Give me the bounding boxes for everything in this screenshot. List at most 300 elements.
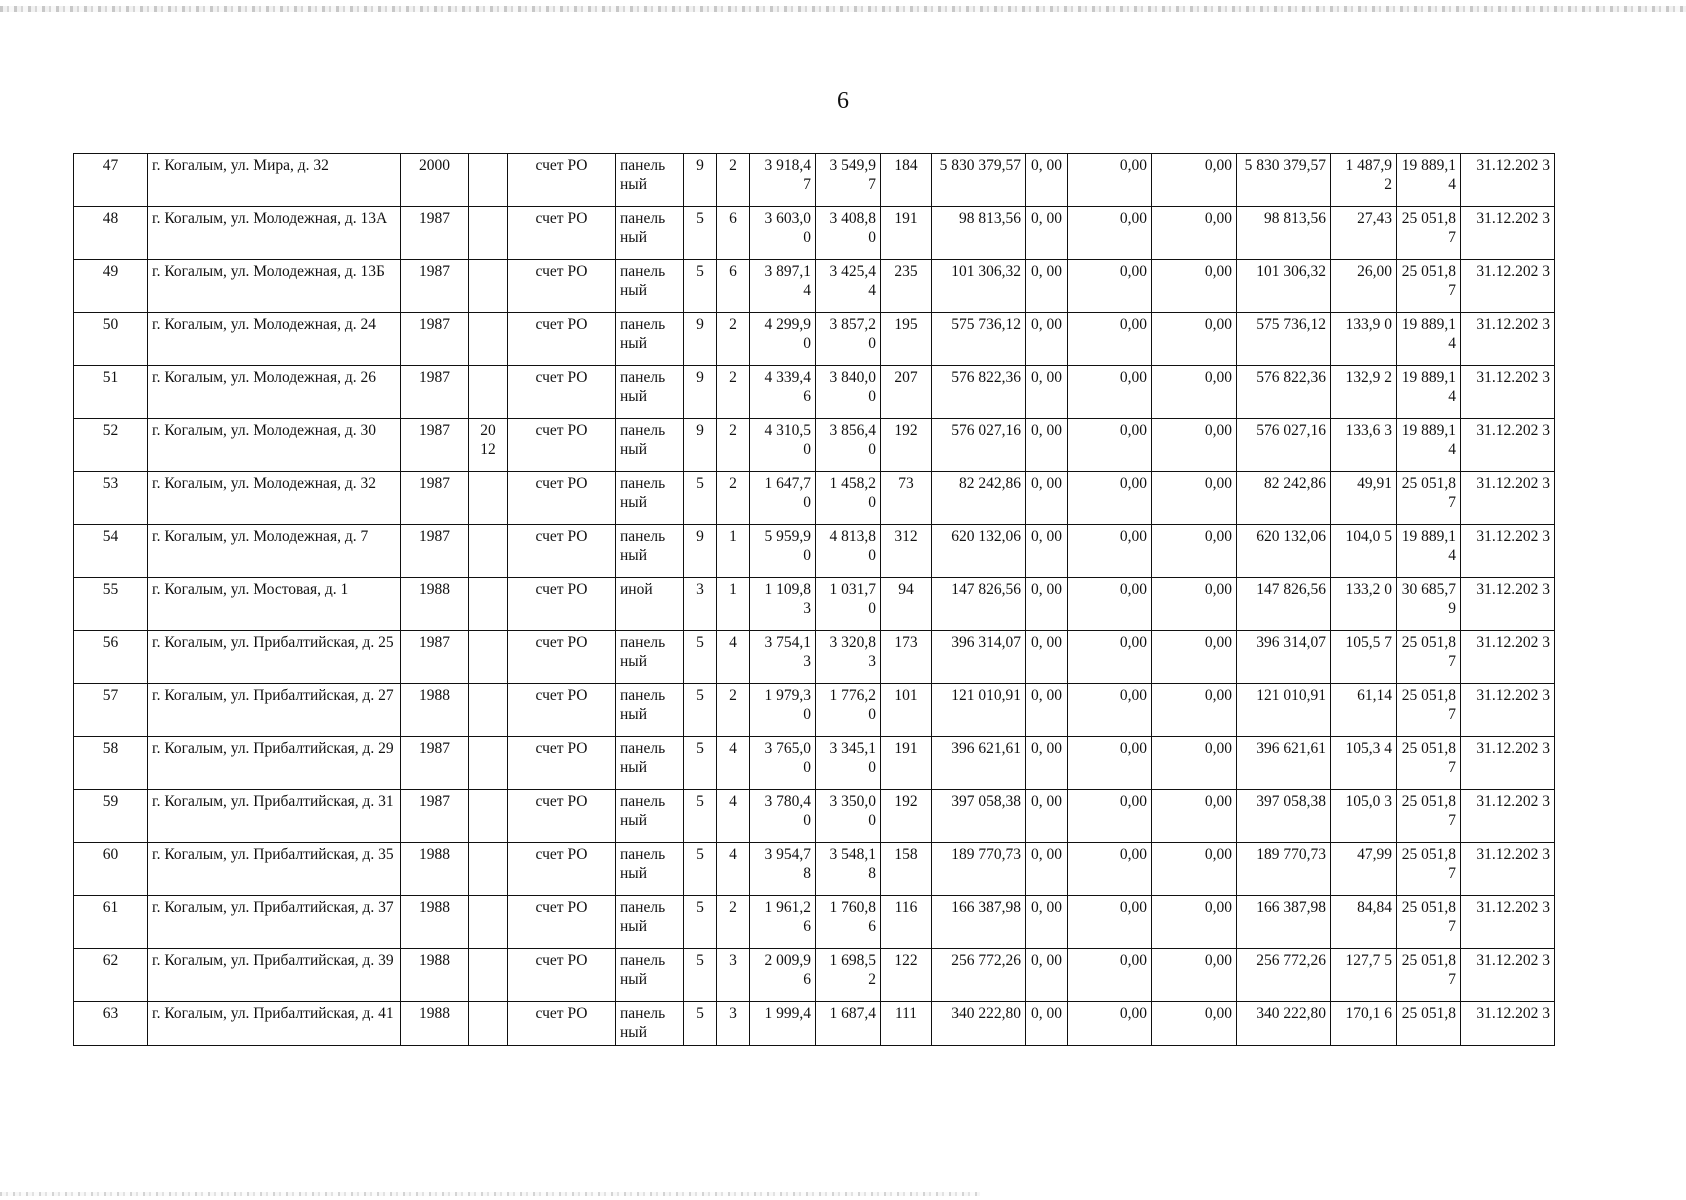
cell-wall: иной [616,578,684,631]
cell-c1: 0, 00 [1026,578,1068,631]
cell-floors: 5 [684,896,717,949]
cell-year2 [469,737,508,790]
cell-per-m2: 1 487,9 2 [1331,154,1397,207]
cell-num: 51 [74,366,148,419]
cell-c2: 0,00 [1068,525,1152,578]
cell-deadline: 31.12.202 3 [1461,631,1555,684]
cell-c2: 0,00 [1068,737,1152,790]
page-number: 6 [837,88,849,114]
cell-cost: 620 132,06 [932,525,1026,578]
cell-area-living: 3 345,1 0 [816,737,881,790]
cell-year: 1987 [401,525,469,578]
cell-c3: 0,00 [1152,578,1237,631]
cell-limit: 25 051,8 7 [1397,260,1461,313]
cell-c3: 0,00 [1152,790,1237,843]
cell-fund: счет РО [508,260,616,313]
cell-limit: 25 051,8 [1397,1002,1461,1046]
cell-c2: 0,00 [1068,207,1152,260]
cell-limit: 19 889,1 4 [1397,313,1461,366]
cell-deadline: 31.12.202 3 [1461,790,1555,843]
cell-area-total: 3 918,4 7 [750,154,816,207]
cell-entrances: 3 [717,949,750,1002]
cell-residents: 192 [881,419,932,472]
cell-year2 [469,260,508,313]
cell-fund: счет РО [508,684,616,737]
cell-c1: 0, 00 [1026,366,1068,419]
cell-floors: 5 [684,631,717,684]
cell-residents: 207 [881,366,932,419]
table-row [74,154,1555,207]
cell-c2: 0,00 [1068,313,1152,366]
cell-address: г. Когалым, ул. Прибалтийская, д. 25 [148,631,401,684]
cell-fund: счет РО [508,790,616,843]
cell-limit: 30 685,7 9 [1397,578,1461,631]
cell-c1: 0, 00 [1026,896,1068,949]
cell-limit: 25 051,8 7 [1397,472,1461,525]
cell-year: 1988 [401,843,469,896]
cell-entrances: 1 [717,525,750,578]
cell-year: 2000 [401,154,469,207]
cell-residents: 191 [881,737,932,790]
housing-registry-table [73,153,1555,1046]
cell-entrances: 3 [717,1002,750,1046]
cell-entrances: 4 [717,631,750,684]
table-row [74,260,1555,313]
cell-c2: 0,00 [1068,472,1152,525]
cell-address: г. Когалым, ул. Прибалтийская, д. 37 [148,896,401,949]
cell-area-total: 4 339,4 6 [750,366,816,419]
table-row [74,737,1555,790]
cell-wall: панель ный [616,154,684,207]
cell-wall: панель ный [616,472,684,525]
cell-floors: 5 [684,207,717,260]
cell-deadline: 31.12.202 3 [1461,578,1555,631]
cell-c3: 0,00 [1152,631,1237,684]
cell-year: 1987 [401,313,469,366]
cell-num: 49 [74,260,148,313]
scan-noise-bottom [0,1192,980,1196]
cell-year: 1988 [401,578,469,631]
cell-residents: 94 [881,578,932,631]
cell-c3: 0,00 [1152,207,1237,260]
table-row [74,419,1555,472]
cell-num: 55 [74,578,148,631]
cell-limit: 25 051,8 7 [1397,631,1461,684]
cell-address: г. Когалым, ул. Прибалтийская, д. 27 [148,684,401,737]
cell-year2 [469,525,508,578]
cell-address: г. Когалым, ул. Молодежная, д. 13Б [148,260,401,313]
cell-c4: 101 306,32 [1237,260,1331,313]
cell-c4: 620 132,06 [1237,525,1331,578]
cell-area-total: 1 979,3 0 [750,684,816,737]
table-row [74,1002,1555,1046]
cell-cost: 101 306,32 [932,260,1026,313]
cell-c3: 0,00 [1152,313,1237,366]
cell-per-m2: 84,84 [1331,896,1397,949]
cell-entrances: 2 [717,472,750,525]
cell-wall: панель ный [616,843,684,896]
table-row [74,207,1555,260]
cell-area-total: 3 754,1 3 [750,631,816,684]
cell-address: г. Когалым, ул. Молодежная, д. 26 [148,366,401,419]
cell-year: 1987 [401,472,469,525]
cell-c1: 0, 00 [1026,737,1068,790]
cell-c4: 575 736,12 [1237,313,1331,366]
cell-cost: 396 314,07 [932,631,1026,684]
cell-c1: 0, 00 [1026,843,1068,896]
cell-entrances: 4 [717,790,750,843]
cell-year2 [469,578,508,631]
cell-address: г. Когалым, ул. Молодежная, д. 30 [148,419,401,472]
cell-num: 63 [74,1002,148,1046]
cell-year: 1987 [401,737,469,790]
cell-c4: 396 314,07 [1237,631,1331,684]
cell-deadline: 31.12.202 3 [1461,260,1555,313]
cell-num: 53 [74,472,148,525]
cell-area-living: 1 687,4 [816,1002,881,1046]
cell-fund: счет РО [508,578,616,631]
cell-c1: 0, 00 [1026,684,1068,737]
cell-fund: счет РО [508,472,616,525]
cell-floors: 5 [684,790,717,843]
cell-num: 50 [74,313,148,366]
cell-per-m2: 47,99 [1331,843,1397,896]
cell-area-total: 1 999,4 [750,1002,816,1046]
cell-limit: 19 889,1 4 [1397,419,1461,472]
cell-limit: 25 051,8 7 [1397,737,1461,790]
cell-year: 1987 [401,631,469,684]
cell-c3: 0,00 [1152,260,1237,313]
cell-per-m2: 49,91 [1331,472,1397,525]
cell-limit: 25 051,8 7 [1397,790,1461,843]
cell-num: 58 [74,737,148,790]
cell-c3: 0,00 [1152,419,1237,472]
table-row [74,578,1555,631]
cell-deadline: 31.12.202 3 [1461,207,1555,260]
cell-per-m2: 104,0 5 [1331,525,1397,578]
cell-deadline: 31.12.202 3 [1461,1002,1555,1046]
cell-residents: 73 [881,472,932,525]
cell-floors: 5 [684,843,717,896]
cell-per-m2: 127,7 5 [1331,949,1397,1002]
cell-c1: 0, 00 [1026,154,1068,207]
cell-c4: 189 770,73 [1237,843,1331,896]
cell-year2 [469,631,508,684]
table-row [74,313,1555,366]
cell-year2 [469,896,508,949]
cell-residents: 111 [881,1002,932,1046]
cell-residents: 235 [881,260,932,313]
cell-c4: 576 822,36 [1237,366,1331,419]
cell-residents: 191 [881,207,932,260]
cell-wall: панель ный [616,949,684,1002]
cell-address: г. Когалым, ул. Мостовая, д. 1 [148,578,401,631]
cell-floors: 5 [684,472,717,525]
cell-address: г. Когалым, ул. Молодежная, д. 32 [148,472,401,525]
cell-num: 56 [74,631,148,684]
cell-year: 1988 [401,1002,469,1046]
cell-wall: панель ный [616,419,684,472]
cell-wall: панель ный [616,737,684,790]
cell-area-total: 5 959,9 0 [750,525,816,578]
cell-year2 [469,684,508,737]
cell-fund: счет РО [508,1002,616,1046]
cell-floors: 9 [684,366,717,419]
cell-per-m2: 133,2 0 [1331,578,1397,631]
cell-area-living: 1 031,7 0 [816,578,881,631]
cell-entrances: 4 [717,737,750,790]
cell-c1: 0, 00 [1026,631,1068,684]
cell-wall: панель ный [616,631,684,684]
cell-area-living: 3 549,9 7 [816,154,881,207]
cell-wall: панель ный [616,366,684,419]
cell-c3: 0,00 [1152,843,1237,896]
cell-c3: 0,00 [1152,684,1237,737]
cell-per-m2: 26,00 [1331,260,1397,313]
cell-per-m2: 133,9 0 [1331,313,1397,366]
cell-wall: панель ный [616,313,684,366]
table-row [74,525,1555,578]
cell-residents: 195 [881,313,932,366]
cell-limit: 25 051,8 7 [1397,896,1461,949]
cell-area-living: 3 350,0 0 [816,790,881,843]
cell-cost: 397 058,38 [932,790,1026,843]
cell-area-living: 3 856,4 0 [816,419,881,472]
cell-cost: 166 387,98 [932,896,1026,949]
cell-c4: 396 621,61 [1237,737,1331,790]
cell-num: 54 [74,525,148,578]
cell-year: 1987 [401,419,469,472]
cell-c4: 256 772,26 [1237,949,1331,1002]
cell-entrances: 4 [717,843,750,896]
cell-c3: 0,00 [1152,737,1237,790]
cell-per-m2: 105,0 3 [1331,790,1397,843]
cell-deadline: 31.12.202 3 [1461,949,1555,1002]
cell-c3: 0,00 [1152,154,1237,207]
cell-cost: 340 222,80 [932,1002,1026,1046]
cell-cost: 576 027,16 [932,419,1026,472]
cell-residents: 158 [881,843,932,896]
cell-c2: 0,00 [1068,790,1152,843]
cell-deadline: 31.12.202 3 [1461,472,1555,525]
cell-limit: 25 051,8 7 [1397,949,1461,1002]
cell-wall: панель ный [616,1002,684,1046]
cell-fund: счет РО [508,419,616,472]
cell-wall: панель ный [616,260,684,313]
cell-c3: 0,00 [1152,366,1237,419]
cell-c1: 0, 00 [1026,419,1068,472]
cell-address: г. Когалым, ул. Прибалтийская, д. 31 [148,790,401,843]
cell-fund: счет РО [508,896,616,949]
cell-floors: 5 [684,949,717,1002]
cell-address: г. Когалым, ул. Прибалтийская, д. 39 [148,949,401,1002]
cell-deadline: 31.12.202 3 [1461,419,1555,472]
cell-year: 1988 [401,896,469,949]
cell-area-total: 3 603,0 0 [750,207,816,260]
cell-year2 [469,949,508,1002]
cell-num: 47 [74,154,148,207]
cell-residents: 122 [881,949,932,1002]
cell-num: 57 [74,684,148,737]
cell-area-total: 3 897,1 4 [750,260,816,313]
cell-limit: 25 051,8 7 [1397,684,1461,737]
cell-per-m2: 170,1 6 [1331,1002,1397,1046]
cell-area-living: 1 760,8 6 [816,896,881,949]
cell-per-m2: 61,14 [1331,684,1397,737]
cell-area-total: 2 009,9 6 [750,949,816,1002]
cell-area-living: 1 458,2 0 [816,472,881,525]
cell-cost: 147 826,56 [932,578,1026,631]
cell-year2 [469,366,508,419]
cell-area-total: 1 647,7 0 [750,472,816,525]
cell-area-living: 1 698,5 2 [816,949,881,1002]
cell-deadline: 31.12.202 3 [1461,154,1555,207]
cell-area-total: 1 961,2 6 [750,896,816,949]
table-row [74,896,1555,949]
cell-area-living: 4 813,8 0 [816,525,881,578]
cell-c1: 0, 00 [1026,790,1068,843]
cell-entrances: 6 [717,207,750,260]
cell-residents: 184 [881,154,932,207]
cell-area-total: 1 109,8 3 [750,578,816,631]
cell-area-living: 3 840,0 0 [816,366,881,419]
cell-cost: 189 770,73 [932,843,1026,896]
cell-year2 [469,154,508,207]
cell-c2: 0,00 [1068,366,1152,419]
cell-c4: 166 387,98 [1237,896,1331,949]
table-row [74,790,1555,843]
cell-cost: 256 772,26 [932,949,1026,1002]
cell-c4: 397 058,38 [1237,790,1331,843]
cell-floors: 5 [684,737,717,790]
cell-c2: 0,00 [1068,896,1152,949]
cell-num: 62 [74,949,148,1002]
cell-entrances: 2 [717,896,750,949]
cell-deadline: 31.12.202 3 [1461,843,1555,896]
cell-year: 1988 [401,949,469,1002]
cell-residents: 101 [881,684,932,737]
cell-c2: 0,00 [1068,843,1152,896]
table-row [74,631,1555,684]
cell-c3: 0,00 [1152,472,1237,525]
cell-fund: счет РО [508,631,616,684]
cell-c4: 147 826,56 [1237,578,1331,631]
cell-c1: 0, 00 [1026,207,1068,260]
cell-deadline: 31.12.202 3 [1461,313,1555,366]
cell-cost: 576 822,36 [932,366,1026,419]
cell-per-m2: 105,3 4 [1331,737,1397,790]
cell-c3: 0,00 [1152,1002,1237,1046]
cell-num: 52 [74,419,148,472]
cell-fund: счет РО [508,366,616,419]
cell-per-m2: 132,9 2 [1331,366,1397,419]
cell-c1: 0, 00 [1026,260,1068,313]
cell-area-living: 3 425,4 4 [816,260,881,313]
cell-residents: 173 [881,631,932,684]
cell-num: 61 [74,896,148,949]
cell-area-living: 3 548,1 8 [816,843,881,896]
cell-year: 1987 [401,366,469,419]
cell-limit: 25 051,8 7 [1397,207,1461,260]
cell-limit: 25 051,8 7 [1397,843,1461,896]
cell-year2 [469,843,508,896]
cell-residents: 116 [881,896,932,949]
cell-c1: 0, 00 [1026,1002,1068,1046]
cell-num: 60 [74,843,148,896]
cell-c3: 0,00 [1152,949,1237,1002]
table-row [74,843,1555,896]
cell-floors: 5 [684,684,717,737]
cell-year2 [469,472,508,525]
cell-floors: 3 [684,578,717,631]
cell-limit: 19 889,1 4 [1397,154,1461,207]
cell-year2 [469,207,508,260]
cell-c4: 576 027,16 [1237,419,1331,472]
cell-num: 59 [74,790,148,843]
cell-wall: панель ный [616,684,684,737]
cell-per-m2: 27,43 [1331,207,1397,260]
cell-area-total: 3 765,0 0 [750,737,816,790]
cell-fund: счет РО [508,737,616,790]
table-row [74,472,1555,525]
cell-address: г. Когалым, ул. Мира, д. 32 [148,154,401,207]
cell-entrances: 2 [717,419,750,472]
cell-wall: панель ный [616,790,684,843]
cell-c2: 0,00 [1068,1002,1152,1046]
cell-entrances: 2 [717,154,750,207]
cell-address: г. Когалым, ул. Молодежная, д. 24 [148,313,401,366]
cell-cost: 98 813,56 [932,207,1026,260]
cell-floors: 5 [684,1002,717,1046]
table-row [74,684,1555,737]
cell-wall: панель ный [616,896,684,949]
cell-cost: 5 830 379,57 [932,154,1026,207]
cell-residents: 192 [881,790,932,843]
table-row [74,366,1555,419]
cell-entrances: 2 [717,313,750,366]
cell-num: 48 [74,207,148,260]
cell-address: г. Когалым, ул. Прибалтийская, д. 29 [148,737,401,790]
cell-per-m2: 133,6 3 [1331,419,1397,472]
cell-deadline: 31.12.202 3 [1461,684,1555,737]
scan-noise-top [0,6,1686,12]
cell-year: 1987 [401,790,469,843]
cell-limit: 19 889,1 4 [1397,366,1461,419]
cell-wall: панель ный [616,207,684,260]
cell-c2: 0,00 [1068,631,1152,684]
cell-area-total: 3 954,7 8 [750,843,816,896]
cell-area-total: 3 780,4 0 [750,790,816,843]
cell-fund: счет РО [508,949,616,1002]
cell-deadline: 31.12.202 3 [1461,525,1555,578]
cell-floors: 9 [684,154,717,207]
cell-fund: счет РО [508,525,616,578]
cell-c2: 0,00 [1068,949,1152,1002]
cell-c2: 0,00 [1068,578,1152,631]
cell-floors: 9 [684,525,717,578]
cell-cost: 121 010,91 [932,684,1026,737]
cell-address: г. Когалым, ул. Прибалтийская, д. 41 [148,1002,401,1046]
cell-c1: 0, 00 [1026,949,1068,1002]
cell-deadline: 31.12.202 3 [1461,737,1555,790]
cell-fund: счет РО [508,207,616,260]
cell-area-total: 4 299,9 0 [750,313,816,366]
cell-year: 1988 [401,684,469,737]
cell-year: 1987 [401,207,469,260]
cell-entrances: 6 [717,260,750,313]
cell-year2 [469,313,508,366]
cell-cost: 82 242,86 [932,472,1026,525]
